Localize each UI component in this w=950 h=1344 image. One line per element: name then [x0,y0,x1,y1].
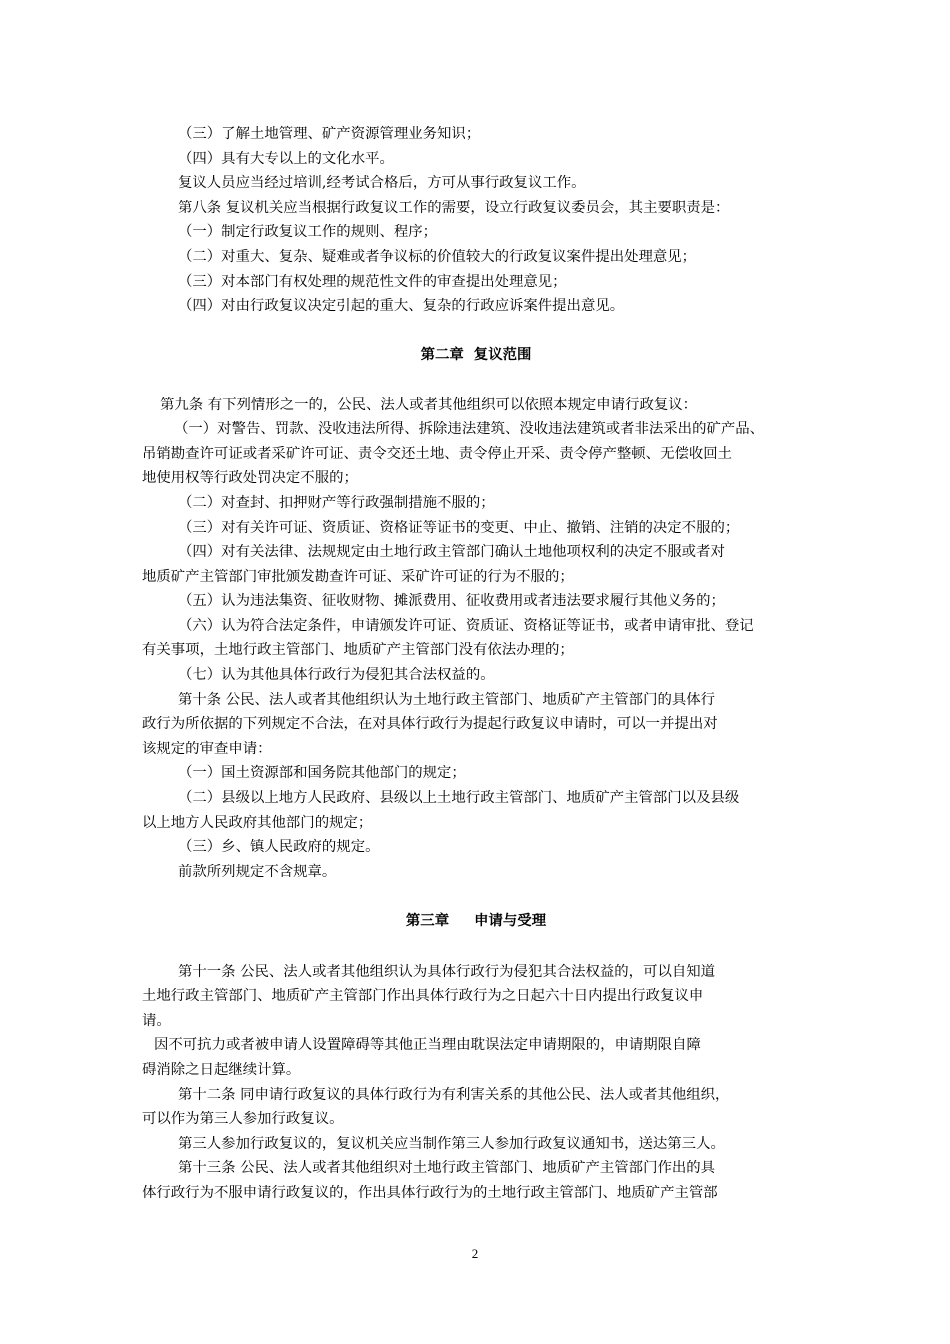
paragraph: （一）制定行政复议工作的规则、程序； [178,224,438,241]
paragraph: 吊销勘查许可证或者采矿许可证、责令交还土地、责令停止开采、责令停产整顿、无偿收回土 [142,445,733,462]
article-11: 第十一条 公民、法人或者其他组织认为具体行政行为侵犯其合法权益的，可以自知道 [178,963,716,980]
chapter-3-heading: 第三章 申请与受理 [405,913,547,929]
paragraph: （七）认为其他具体行政行为侵犯其合法权益的。 [178,667,495,684]
paragraph: （三）了解土地管理、矿产资源管理业务知识； [178,126,481,142]
article-12: 第十二条 同申请行政复议的具体行政行为有利害关系的其他公民、法人或者其他组织， [178,1086,730,1103]
document-body [142,122,810,1206]
spacer [142,319,810,344]
paragraph: （三）对有关许可证、资质证、资格证等证书的变更、中止、撤销、注销的决定不服的； [178,519,740,536]
paragraph: 有关事项，土地行政主管部门、地质矿产主管部门没有依法办理的； [142,642,574,659]
paragraph: （三）对本部门有权处理的规范性文件的审查提出处理意见； [178,273,567,290]
paragraph: （一）对警告、罚款、没收违法所得、拆除违法建筑、没收违法建筑或者非法采出的矿产品、 [174,421,765,438]
article-10: 第十条 公民、法人或者其他组织认为土地行政主管部门、地质矿产主管部门的具体行 [178,691,716,708]
article-9: 第九条 有下列情形之一的，公民、法人或者其他组织可以依照本规定申请行政复议： [160,396,698,413]
paragraph: （五）认为违法集资、征收财物、摊派费用、征收费用或者违法要求履行其他义务的； [178,593,725,610]
page-number: 2 [471,1246,479,1261]
paragraph: 因不可抗力或者被申请人设置障碍等其他正当理由耽误法定申请期限的，申请期限自障 [154,1037,701,1054]
paragraph: （六）认为符合法定条件，申请颁发许可证、资质证、资格证等证书，或者申请审批、登记 [178,617,754,634]
paragraph: 该规定的审查申请： [142,740,272,757]
chapter-2-heading: 第二章 复议范围 [420,347,532,364]
paragraph: （二）对重大、复杂、疑难或者争议标的价值较大的行政复议案件提出处理意见； [178,248,697,265]
paragraph: （四）对有关法律、法规规定由土地行政主管部门确认土地他项权利的决定不服或者对 [178,544,725,561]
paragraph: 以上地方人民政府其他部门的规定； [142,814,373,831]
paragraph: 体行政行为不服申请行政复议的，作出具体行政行为的土地行政主管部门、地质矿产主管部 [142,1184,718,1201]
paragraph: （四）对由行政复议决定引起的重大、复杂的行政应诉案件提出意见。 [178,298,625,315]
spacer [142,884,810,909]
paragraph: （四）具有大专以上的文化水平。 [178,150,394,167]
paragraph: （一）国土资源部和国务院其他部门的规定； [178,765,466,782]
paragraph: 可以作为第三人参加行政复议。 [142,1111,344,1128]
paragraph: 政行为所依据的下列规定不合法，在对具体行政行为提起行政复议申请时，可以一并提出对 [142,716,718,733]
paragraph: 复议人员应当经过培训,经考试合格后，方可从事行政复议工作。 [178,175,586,192]
paragraph: （二）县级以上地方人民政府、县级以上土地行政主管部门、地质矿产主管部门以及县级 [178,790,740,807]
spacer [142,368,810,393]
paragraph: 请。 [142,1012,171,1029]
article-8: 第八条 复议机关应当根据行政复议工作的需要，设立行政复议委员会，其主要职责是： [178,199,730,216]
paragraph: （二）对查封、扣押财产等行政强制措施不服的； [178,494,495,511]
spacer [142,934,810,960]
paragraph: 地质矿产主管部门审批颁发勘查许可证、采矿许可证的行为不服的； [142,568,574,585]
paragraph: 土地行政主管部门、地质矿产主管部门作出具体行政行为之日起六十日内提出行政复议申 [142,988,704,1005]
paragraph: 碍消除之日起继续计算。 [142,1061,301,1078]
article-13: 第十三条 公民、法人或者其他组织对土地行政主管部门、地质矿产主管部门作出的具 [178,1160,716,1177]
paragraph: 地使用权等行政处罚决定不服的； [142,470,358,487]
paragraph: （三）乡、镇人民政府的规定。 [178,839,380,856]
paragraph: 第三人参加行政复议的，复议机关应当制作第三人参加行政复议通知书，送达第三人。 [178,1135,725,1152]
paragraph: 前款所列规定不含规章。 [178,863,337,880]
